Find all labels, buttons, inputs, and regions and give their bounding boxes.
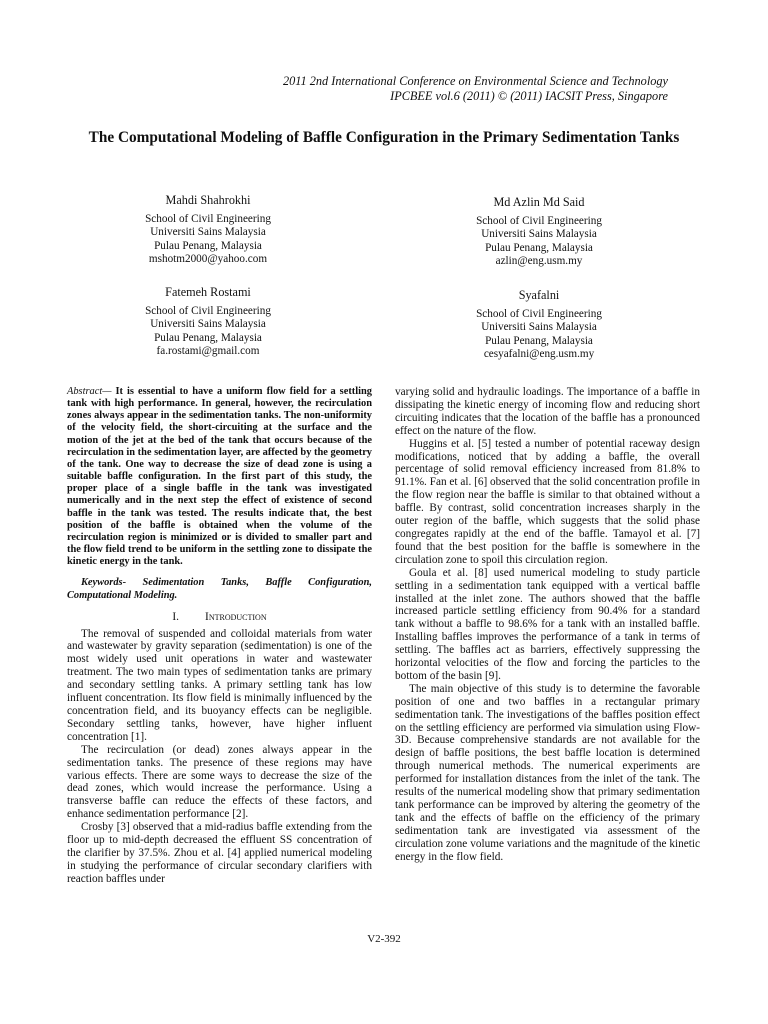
section-title: Introduction — [205, 610, 267, 623]
author-email: fa.rostami@gmail.com — [156, 345, 260, 358]
conference-line-2: IPCBEE vol.6 (2011) © (2011) IACSIT Press, Singapore — [390, 89, 668, 103]
body-paragraph: The removal of suspended and colloidal materials from water and wastewater by gravity separation (sedimentation) is one of the most widely used unit operations in water and wastewater treatment. The two main types of sedimentation tanks are primary and secondary settling tanks. A primary settling tank has low influent concentration. Its flow field is minimally influenced by the concentration field, and its buoyancy effects can be negligible. Secondary settling tanks, however, have higher influent concentration [1]. — [67, 627, 372, 743]
author-univ: Universiti Sains Malaysia — [150, 226, 266, 239]
keywords: Keywords- Sedimentation Tanks, Baffle Configuration, Computational Modeling. — [67, 577, 372, 601]
author-block-4 — [424, 289, 654, 362]
conference-line-1: 2011 2nd International Conference on Environmental Science and Technology — [283, 74, 668, 88]
author-univ: Universiti Sains Malaysia — [150, 318, 266, 331]
author-dept: School of Civil Engineering — [145, 304, 271, 317]
author-name: Mahdi Shahrokhi — [165, 193, 251, 207]
body-paragraph: The main objective of this study is to determine the favorable position of one and two baffles in a rectangular primary sedimentation tank. The investigations of the baffles position effect on the settling efficiency are performed via simulation using Flow-3D. Because comprehensive standards are not available for the design of baffle positions, the best baffle location is determined through numerical methods. The numerical experiments are performed for installation distances from the inlet of the tank. The results of the numerical modeling show that primary sedimentation tank performance can be improved by altering the geometry of the tank and the effects of baffle on the efficiency of the primary sedimentation tank are investigated via assessment of the circulation zone volume variations and the magnitude of the kinetic energy in the flow field. — [395, 682, 700, 863]
author-name: Fatemeh Rostami — [165, 285, 251, 299]
author-block-1 — [93, 194, 323, 267]
author-univ: Universiti Sains Malaysia — [481, 321, 597, 334]
author-location: Pulau Penang, Malaysia — [154, 239, 262, 252]
right-column — [395, 386, 700, 864]
section-number: I. — [172, 610, 180, 623]
author-email: mshotm2000@yahoo.com — [148, 253, 268, 266]
author-location: Pulau Penang, Malaysia — [485, 334, 593, 347]
section-heading — [67, 611, 372, 624]
author-block-3 — [93, 286, 323, 359]
author-dept: School of Civil Engineering — [476, 307, 602, 320]
left-column — [67, 386, 372, 886]
body-paragraph: varying solid and hydraulic loadings. The importance of a baffle in dissipating the kinetic energy of incoming flow and reducing short circuiting indicates that the location of the baffle has a pronounced effect on the nature of the flow. — [395, 386, 700, 437]
author-dept: School of Civil Engineering — [145, 212, 271, 225]
body-paragraph: Huggins et al. [5] tested a number of potential raceway design modifications, noticed that by adding a baffle, the overall percentage of solid removal efficiency increased from 81.8% to 91.1%. Fan et al. [6] observed that the solid concentration profile in the flow region near the baffle is similar to that obtained without a baffle. By contrast, solid concentration increases sharply in the outer region of the baffle, which suggests that the solid phase congregates rapidly at the end of the baffle. Tamayol et al. [7] found that the best position for the baffle is somewhere in the circulation zone to spoil this circulation region. — [395, 437, 700, 566]
abstract-text: It is essential to have a uniform flow field for a settling tank with high performance. In general, however, the recirculation zones always appear in the sedimentation tanks. The non-uniformity of the velocity field, the short-circuiting at the surface and the motion of the jet at the bed of the tank that occurs because of the recirculation in the sedimentation layer, are affected by the geometry of the tank. One way to decrease the size of dead zone is using a suitable baffle configuration. In the first part of this study, the proper place of a single baffle in the tank was investigated numerically and in the next step the effect of existence of second baffle in the tank was tested. The results indicate that, the best position of the baffle is obtained when the volume of the recirculation region is minimized or is divided to smaller part and the flow field trend to be uniform in the settling zone to dissipate the kinetic energy in the tank. — [67, 386, 372, 568]
body-paragraph: Crosby [3] observed that a mid-radius baffle extending from the floor up to mid-depth decreased the effluent SS concentration of the clarifier by 37.5%. Zhou et al. [4] applied numerical modeling in studying the performance of circular secondary clarifiers with reaction baffles under — [67, 821, 372, 885]
author-email: azlin@eng.usm.my — [495, 255, 583, 268]
abstract — [67, 386, 372, 568]
author-block-2 — [424, 196, 654, 269]
body-paragraph: The recirculation (or dead) zones always appear in the sedimentation tanks. The presence of these regions may have various effects. There are some ways to decrease the size of the dead zones, which would increase the performance. Using a transverse baffle can reduce the effects of these factors, and enhance sedimentation performance [2]. — [67, 743, 372, 821]
author-name: Md Azlin Md Said — [493, 195, 585, 209]
author-email: cesyafalni@eng.usm.my — [483, 348, 595, 361]
author-location: Pulau Penang, Malaysia — [485, 241, 593, 254]
conference-header — [283, 74, 668, 104]
body-paragraph: Goula et al. [8] used numerical modeling to study particle settling in a sedimentation tank equipped with a vertical baffle installed at the inlet zone. The authors showed that the baffle increased particle settling efficiency from 90.4% for a standard tank without a baffle to 98.6% for a tank with an installed baffle. Installing baffles improves the performance of a tank in terms of settling. The baffles act as barriers, effectively suppressing the horizontal velocities of the flow and forcing the particles to the bottom of the basin [9]. — [395, 566, 700, 682]
abstract-lead: Abstract— — [67, 386, 112, 397]
author-name: Syafalni — [518, 288, 560, 302]
page-number: V2-392 — [367, 933, 401, 945]
author-dept: School of Civil Engineering — [476, 214, 602, 227]
author-location: Pulau Penang, Malaysia — [154, 331, 262, 344]
author-univ: Universiti Sains Malaysia — [481, 228, 597, 241]
paper-title: The Computational Modeling of Baffle Configuration in the Primary Sedimentation Tanks — [88, 129, 680, 146]
